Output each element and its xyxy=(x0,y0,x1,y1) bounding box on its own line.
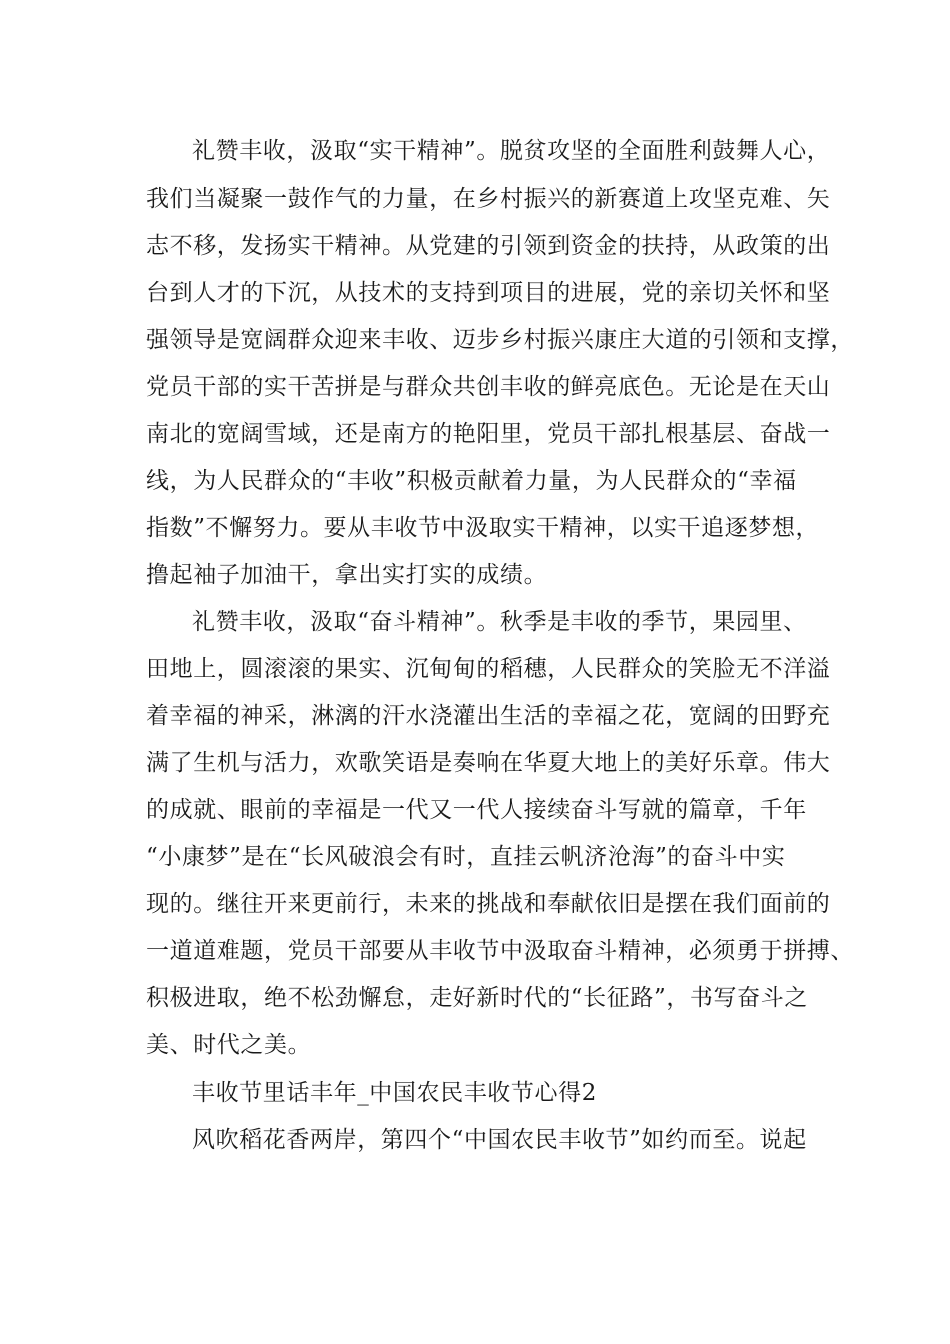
paragraph-line: 着幸福的神采，淋漓的汗水浇灌出生活的幸福之花，宽阔的田野充 xyxy=(146,703,831,729)
paragraph-line: 党员干部的实干苦拼是与群众共创丰收的鲜亮底色。无论是在天山 xyxy=(146,374,831,400)
paragraph-line: 强领导是宽阔群众迎来丰收、迈步乡村振兴康庄大道的引领和支撑， xyxy=(146,327,854,353)
paragraph-line: 指数”不懈努力。要从丰收节中汲取实干精神，以实干追逐梦想， xyxy=(146,515,820,541)
paragraph-line: “小康梦”是在“长风破浪会有时，直挂云帆济沧海”的奋斗中实 xyxy=(146,844,786,870)
paragraph-line: 志不移，发扬实干精神。从党建的引领到资金的扶持，从政策的出 xyxy=(146,233,831,259)
section-title: 丰收节里话丰年_中国农民丰收节心得2 xyxy=(192,1080,597,1106)
paragraph-line: 风吹稻花香两岸，第四个“中国农民丰收节”如约而至。说起 xyxy=(192,1127,807,1153)
paragraph-line: 我们当凝聚一鼓作气的力量，在乡村振兴的新赛道上攻坚克难、矢 xyxy=(146,186,831,212)
paragraph-line: 礼赞丰收，汲取“实干精神”。脱贫攻坚的全面胜利鼓舞人心， xyxy=(192,138,831,164)
paragraph-line: 线，为人民群众的“丰收”积极贡献着力量，为人民群众的“幸福 xyxy=(146,468,797,494)
paragraph-line: 美、时代之美。 xyxy=(146,1032,312,1058)
paragraph-line: 南北的宽阔雪域，还是南方的艳阳里，党员干部扎根基层、奋战一 xyxy=(146,421,831,447)
paragraph-line: 的成就、眼前的幸福是一代又一代人接续奋斗写就的篇章，千年 xyxy=(146,797,807,823)
paragraph-line: 一道道难题，党员干部要从丰收节中汲取奋斗精神，必须勇于拼搏、 xyxy=(146,938,854,964)
paragraph-line: 现的。继往开来更前行，未来的挑战和奉献依旧是摆在我们面前的 xyxy=(146,891,831,917)
paragraph-line: 礼赞丰收，汲取“奋斗精神”。秋季是丰收的季节，果园里、 xyxy=(192,609,807,635)
paragraph-line: 台到人才的下沉，从技术的支持到项目的进展，党的亲切关怀和坚 xyxy=(146,280,831,306)
paragraph-line: 满了生机与活力，欢歌笑语是奏响在华夏大地上的美好乐章。伟大 xyxy=(146,750,831,776)
paragraph-line: 田地上，圆滚滚的果实、沉甸甸的稻穗，人民群众的笑脸无不洋溢 xyxy=(146,656,831,682)
paragraph-line: 积极进取，绝不松劲懈怠，走好新时代的“长征路”，书写奋斗之 xyxy=(146,985,808,1011)
paragraph-line: 撸起袖子加油干，拿出实打实的成绩。 xyxy=(146,562,548,588)
